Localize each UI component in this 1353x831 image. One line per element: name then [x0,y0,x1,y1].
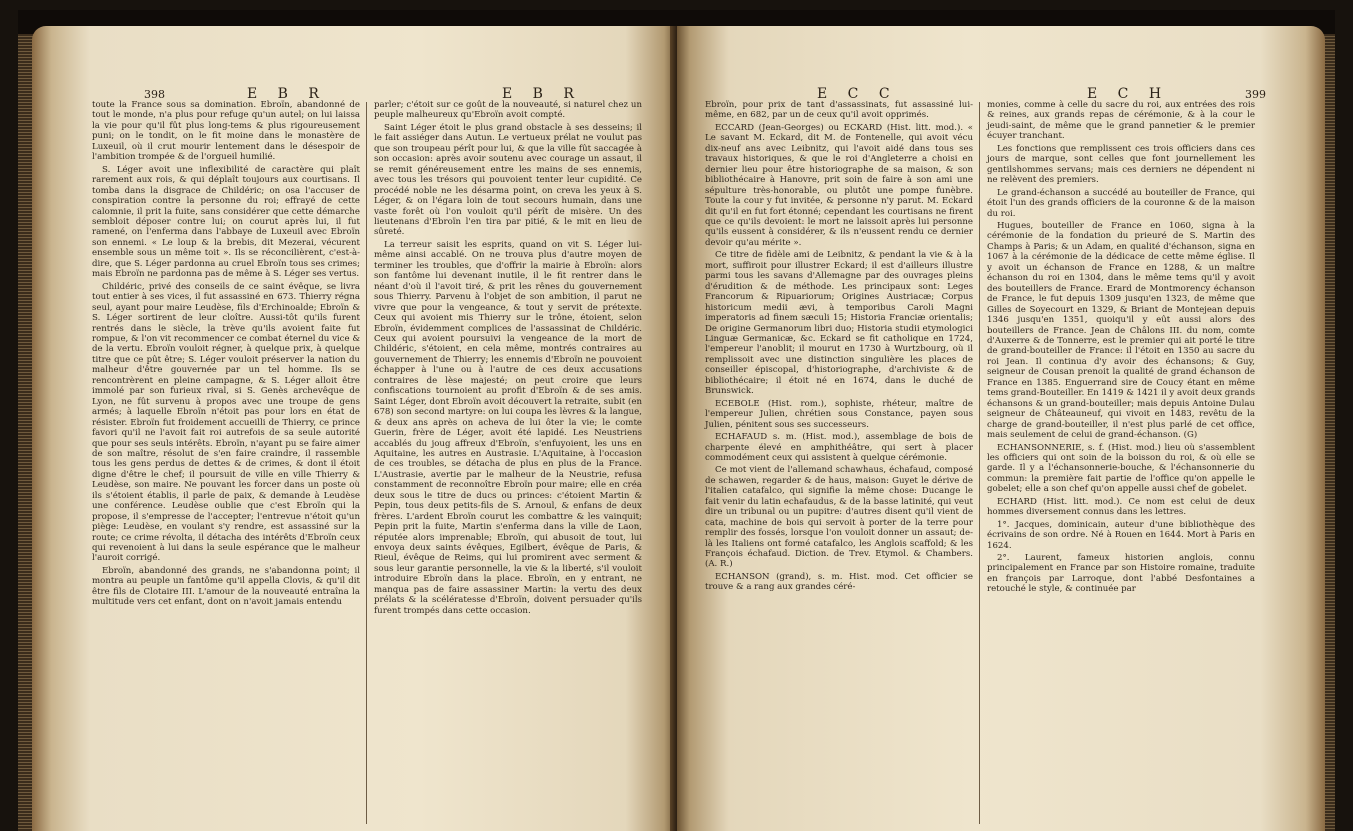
entry-eccard: ECCARD (Jean-Georges) ou ECKARD (Hist. litt. mod.). « Le savant M. Eckard, dit M. de Fontenelle, qui avoit vécu dix-neuf ans avec Leibnitz, qui l'avoit aidé dans tous ses travaux historiques, & que le roi d'Angleterre a choisi en dernier lieu pour être historiographe de sa maison, & son bibliothécaire à Hanovre, prit soin de faire à son ami une sépulture très-honorable, ou plutôt une pompe funèbre. Toute la cour y fut invitée, & personne n'y parut. M. Eckard dit qu'il en fut fort étonné; cependant les courtisans ne firent que ce qu'ils devoient: le mort ne laissoit après lui personne qu'ils eussent à considérer, & ils n'eussent rendu ce dernier devoir qu'au mérite ». [705,122,973,248]
entry-echafaud: ECHAFAUD s. m. (Hist. mod.), assemblage de bois de charpente élevé en amphithéâtre, qui sert à placer commodément ceux qui assistent à quelque cérémonie. [705,432,973,463]
paragraph: toute la France sous sa domination. Ebroïn, abandonné de tout le monde, n'a plus pour refuge qu'un autel; on lui laissa la vie pour qu'il fût plus long-tems & plus rigoureusement puni; on le tondit, on le fit moine dans le monastère de Luxeuil, où il crut mourir lentement dans le désespoir de l'ambition trompée & de l'orgueil humilié. [92,100,360,163]
column-rule [366,102,367,824]
paragraph: La terreur saisit les esprits, quand on vit S. Léger lui-même ainsi accablé. On ne trouva plus d'autre moyen de terminer les troubles, que d'offrir la mairie à Ebroïn: alors son fantôme lui devenant inutile, il le fit rentrer dans le néant d'où il l'avoit tiré, & prit les rênes du gouvernement sous Thierry. Parvenu à l'objet de son ambition, il parut ne vivre que pour la vengeance, & tout y servit de prétexte. Ceux qui avoient mis Thierry sur le trône, étoient, selon Ebroïn, évidemment complices de l'assassinat de Childéric. Ceux qui avoient poursuivi la vengeance de la mort de Childéric, s'étoient, en cela même, montrés contraires au gouvernement de Thierry; les ennemis d'Ebroïn ne pouvoient échapper à l'une ou à l'autre de ces deux accusations contraires de lèse majesté; on peut croire que leurs confiscations tournoient au profit d'Ebroïn & de ses amis. Saint Léger, dont Ebroïn avoit découvert la retraite, subit (en 678) son second martyre: on lui coupa les lèvres & la langue, & deux ans après on acheva de lui ôter la vie; le comte Guerin, frère de Léger, avoit été lapidé. Les Neustriens accablés du joug affreux d'Ebroïn, s'enfuyoient, les uns en Aquitaine, les autres en Austrasie. L'Aquitaine, à l'occasion de ces troubles, se détacha de plus en plus de la France. L'Austrasie, avertie par le malheur de la Neustrie, refusa constamment de reconnoître Ebroïn pour maire; elle en créa deux sous le titre de ducs ou princes: c'étoient Martin & Pepin, tous deux petits-fils de S. Arnoul, & enfans de deux frères. L'ardent Ebroïn courut les combattre & les vainquit; Pepin prit la fuite, Martin s'enferma dans la ville de Laon, réputée alors imprenable; Ebroïn, qui abusoit de tout, lui envoya deux saints évêques, Egilbert, évêque de Paris, & Rieul, évêque de Reims, qui lui promirent avec serment & sous leur garantie personnelle, la vie & la liberté, s'il vouloit introduire Ebroïn dans la place. Ebroïn, en y entrant, ne manqua pas de faire assassiner Martin: la vertu des deux prélats & la scélératesse d'Ebroïn, doivent persuader qu'ils furent trompés dans cette occasion. [374,239,642,616]
entry-echard: ECHARD (Hist. litt. mod.). Ce nom est celui de deux hommes diversement connus dans les lettres. [987,496,1255,518]
entry-echansonnerie: ECHANSONNERIE, s. f. (Hist. mod.) lieu où s'assemblent les officiers qui ont soin de la boisson du roi, & où elle se garde. Il y a l'échansonnerie-bouche, & l'échansonnerie du commun: la première fait partie de l'office qu'on appelle le gobelet; elle a son chef qu'on appelle aussi chef de gobelet. [987,442,1255,495]
paragraph: monies, comme à celle du sacre du roi, aux entrées des rois & reines, aux grands repas de cérémonie, & à la cour le jeudi-saint, de même que le grand pannetier & le premier écuyer tranchant. [987,100,1255,142]
column-rule [979,102,980,824]
paragraph: parler; c'étoit sur ce goût de la nouveauté, si naturel chez un peuple malheureux qu'Ebroïn avoit compté. [374,100,642,121]
book-spread [18,10,1335,831]
left-header-right: E B R [502,86,582,102]
left-page [32,26,677,831]
right-column-1 [705,100,973,595]
paragraph: Le grand-échanson a succédé au bouteiller de France, qui étoit l'un des grands officiers de la couronne & de la maison du roi. [987,187,1255,219]
paragraph: Ebroïn, abandonné des grands, ne s'abandonna point; il montra au peuple un fantôme qu'il appella Clovis, & qu'il dit être fils de Clotaire III. L'amour de la nouveauté entraîna la multitude vers cet enfant, dont on n'avoit jamais entendu [92,565,360,608]
left-header-left: E B R [247,86,327,102]
right-header-left: E C C [817,86,898,102]
right-page [677,26,1325,831]
paragraph: S. Léger avoit une inflexibilité de caractère qui plaît rarement aux rois, & qui déplaît toujours aux courtisans. Il tomba dans la disgrace de Childéric; on osa l'accuser de conspiration contre la personne du roi; effrayé de cette calomnie, il prit la fuite, sans considérer que cette démarche sembloit déposer contre lui; on courut après lui, il fut ramené, on l'enferma dans l'abbaye de Luxeuil avec Ebroïn son ennemi. « Le loup & la brebis, dit Mezerai, vécurent ensemble sous un même toit ». Ils se réconcilièrent, c'est-à-dire, que S. Léger pardonna au cruel Ebroïn tous ses crimes; mais Ebroïn ne pardonna pas de même à S. Léger ses vertus. [92,164,360,280]
left-page-number: 398 [144,88,165,101]
paragraph: Ce titre de fidèle ami de Leibnitz, & pendant la vie & à la mort, suffiroit pour illustrer Eckard; il est d'ailleurs illustre parmi tous les savans d'Allemagne par des ouvrages pleins d'érudition & de méthode. Les principaux sont: Leges Francorum & Ripuariorum; Origines Austriacæ; Corpus historicum medii ævi, à temporibus Caroli Magni imperatoris ad finem sæculi 15; Historia Franciæ orientalis; De origine Germanorum libri duo; Historia studii etymologici Linguæ Germanicæ, &c. Eckard se fit catholique en 1724, l'empereur l'anoblit; il mourut en 1730 à Wurtzbourg, où il remplissoit avec une distinction singulière les places de conseiller épiscopal, d'historiographe, d'archiviste & de bibliothécaire; il étoit né en 1674, dans le duché de Brunswick. [705,250,973,397]
entry-ecebole: ECEBOLE (Hist. rom.), sophiste, rhéteur, maître de l'empereur Julien, chrétien sous Constance, payen sous Julien, pénitent sous ses successeurs. [705,398,973,430]
paragraph: Les fonctions que remplissent ces trois officiers dans ces jours de marque, sont celles que font journellement les gentilshommes servans; mais ces derniers ne dépendent ni ne relèvent des premiers. [987,143,1255,186]
paragraph: 1°. Jacques, dominicain, auteur d'une bibliothèque des écrivains de son ordre. Né à Rouen en 1644. Mort à Paris en 1624. [987,519,1255,551]
left-column-2 [374,100,642,618]
entry-echanson: ECHANSON (grand), s. m. Hist. mod. Cet officier se trouve & a rang aux grandes céré- [705,571,973,593]
left-column-1 [92,100,360,610]
right-header-right: E C H [1087,86,1170,102]
paragraph: Ebroïn, pour prix de tant d'assassinats, fut assassiné lui-même, en 682, par un de ceux qu'il avoit opprimés. [705,100,973,121]
paragraph: 2°. Laurent, fameux historien anglois, connu principalement en France par son Histoire romaine, traduite en françois par Larroque, dont l'abbé Desfontaines a retouché le style, & continuée par [987,553,1255,595]
paragraph: Saint Léger étoit le plus grand obstacle à ses desseins; il le fait assiéger dans Autun. Le vertueux prélat ne voulut pas que son troupeau pérît pour lui, & que la ville fût saccagée à son occasion: après avoir soutenu avec courage un assaut, il se remit généreusement entre les mains de ses ennemis, avec tous les trésors qui pouvoient tenter leur cupidité. Ce procédé noble ne les désarma point, on creva les yeux à S. Léger, & on l'égara loin de tout secours humain, dans une vaste forêt où l'on vouloit qu'il pérît de misère. Un des lieutenans d'Ebroïn l'en tira par pitié, & le mit en lieu de sûreté. [374,122,642,238]
paragraph: Childéric, privé des conseils de ce saint évêque, se livra tout entier à ses vices, il fut assassiné en 673. Thierry régna seul, ayant pour maire Leudèse, fils d'Erchinoalde; Ebroïn & S. Léger sortirent de leur cloître. Aussi-tôt qu'ils furent rentrés dans le siècle, la trève qu'ils avoient faite fut rompue, & l'on vit recommencer ce combat éternel du vice & de la vertu. Ebroïn vouloit régner, à quelque prix, à quelque titre que ce pût être; S. Léger vouloit préserver la nation du malheur d'être gouvernée par un tel homme. Ils se rencontrèrent en pleine campagne, & S. Léger alloit être immolé par son furieux rival, si S. Genès archevêque de Lyon, ne fût survenu à propos avec une troupe de gens armés; à laquelle Ebroïn n'étoit pas pour lors en état de résister. Ebroïn fut froidement accueilli de Thierry, ce prince favori qu'il ne l'avoit fait roi autrefois de sa seule autorité que pour ses seuls intérêts. Ebroïn, n'ayant pu se faire aimer de son maître, résolut de s'en faire craindre, il rassemble tous les gens perdus de dettes & de crimes, & dont il étoit digne d'être le chef; il poursuit de ville en ville Thierry & Leudèse, son maire. Ne pouvant les forcer dans un poste où ils s'étoient établis, il parle de paix, & demande à Leudèse une conférence. Leudèse oublie que c'est Ebroïn qui la propose, il s'empresse de l'accepter; l'entrevue n'étoit qu'un piège: Leudèse, en voulant s'y rendre, est assassiné sur la route; ce crime révolta, il détacha des intérêts d'Ebroïn ceux qui revenoient à lui dans la seule espérance que le malheur l'auroit corrigé. [92,281,360,564]
right-page-number: 399 [1245,88,1266,101]
right-column-2 [987,100,1255,597]
paragraph: Ce mot vient de l'allemand schawhaus, échafaud, composé de schawen, regarder & de haus, maison: Guyet le dérive de l'italien catafalco, qui signifie la même chose: Ducange le fait venir du latin echafaudus, & de la basse latinité, qui veut dire un tribunal ou un pupitre: d'autres disent qu'il vient de cata, machine de bois qui servoit à porter de la terre pour remplir des fossés, lorsque l'on vouloit donner un assaut; de-là les Italiens ont formé catafalco, les Anglois scaffold; & les François échafaud. Diction. de Trev. Etymol. & Chambers. (A. R.) [705,465,973,570]
paragraph: Hugues, bouteiller de France en 1060, signa à la cérémonie de la fondation du prieuré de S. Martin des Champs à Paris; & un Adam, en qualité d'échanson, signa en 1067 à la cérémonie de la dédicace de cette même église. Il y avoit un échanson de France en 1288, & un maître échanson du roi en 1304, dans le même tems qu'il y avoit des bouteillers de France. Erard de Montmorency échanson de France, le fut depuis 1309 jusqu'en 1323, de même que Gilles de Soyecourt en 1329, & Briant de Montejean depuis 1346 jusqu'en 1351, quoiqu'il y eût aussi alors des bouteillers de France. Jean de Châlons III. du nom, comte d'Auxerre & de Tonnerre, est le premier qui ait porté le titre de grand-bouteiller de France: il l'étoit en 1350 au sacre du roi Jean. Il continua d'y avoir des échansons; & Guy, seigneur de Cousan prenoit la qualité de grand échanson de France en 1385. Enguerrand sire de Coucy étant en même tems grand-Bouteiller. En 1419 & 1421 il y avoit deux grands échansons & un grand-bouteiller; mais depuis Antoine Dulau seigneur de Châteauneuf, qui vivoit en 1483, revêtu de la charge de grand-bouteiller, il n'est plus parlé de cet office, mais seulement de celui de grand-échanson. (G) [987,220,1255,441]
